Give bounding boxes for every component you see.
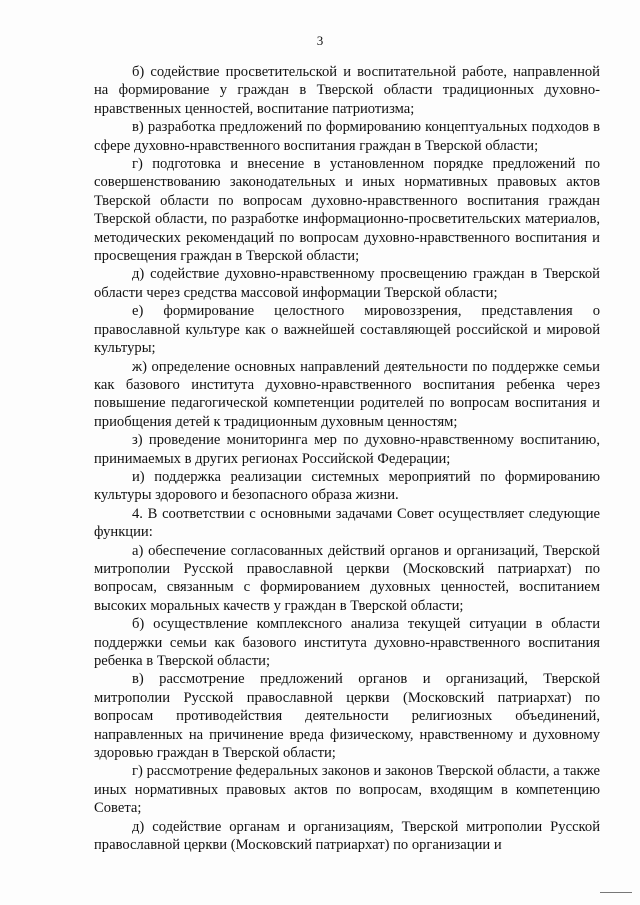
paragraph-zh: ж) определение основных направлений деятельности по поддержке семьи как базового института духовно-нравственного воспитания ребенка через повышение педагогической компетенции родителей по вопросам воспитания и приобщения детей к традиционным духовным ценностям; xyxy=(94,358,600,430)
function-d: д) содействие органам и организациям, Тверской митрополии Русской православной церкви (Московский патриархат) по организации и xyxy=(94,818,600,854)
function-a: а) обеспечение согласованных действий органов и организаций, Тверской митрополии Русской православной церкви (Московский патриархат) по вопросам, связанным с формированием духовных ценностей, воспитанием высоких моральных качеств у граждан в Тверской области; xyxy=(94,542,600,614)
page-number: 3 xyxy=(316,33,324,48)
scan-edge-mark xyxy=(600,892,632,893)
function-g: г) рассмотрение федеральных законов и законов Тверской области, а также иных нормативных правовых актов по вопросам, входящим в компетенцию Совета; xyxy=(94,763,600,817)
function-b: б) осуществление комплексного анализа текущей ситуации в области поддержки семьи как базового института духовно-нравственного воспитания ребенка в Тверской области; xyxy=(94,616,600,669)
paragraph-i: и) поддержка реализации системных мероприятий по формированию культуры здорового и безопасного образа жизни. xyxy=(94,468,600,504)
paragraph-z: з) проведение мониторинга мер по духовно-нравственному воспитанию, принимаемых в других регионах Российской Федерации; xyxy=(94,432,600,467)
section-4-heading: 4. В соответствии с основными задачами Совет осуществляет следующие функции: xyxy=(94,505,600,541)
function-v: в) рассмотрение предложений органов и организаций, Тверской митрополии Русской православной церкви (Московский патриархат) по вопросам противодействия деятельности религиозных объединений, направленных на причинение вреда физическому, нравственному и духовному здоровью граждан в Тверской области; xyxy=(94,671,600,762)
paragraph-v: в) разработка предложений по формированию концептуальных подходов в сфере духовно-нравственного воспитания граждан в Тверской области; xyxy=(94,119,600,154)
paragraph-e: е) формирование целостного мировоззрения, представления о православной культуре как о важнейшей составляющей российской и мировой культуры; xyxy=(94,303,600,357)
paragraph-d: д) содействие духовно-нравственному просвещению граждан в Тверской области через средства массовой информации Тверской области; xyxy=(94,266,600,301)
paragraph-g: г) подготовка и внесение в установленном порядке предложений по совершенствованию законодательных и иных нормативных правовых актов Тверской области по вопросам духовно-нравственного воспитания граждан Тверской области, по разработке информационно-просветительских материалов, методических рекомендаций по вопросам духовно-нравственного воспитания и просвещения граждан в Тверской области; xyxy=(94,156,600,265)
paragraph-b: б) содействие просветительской и воспитательной работе, направленной на формирование у граждан в Тверской области традиционных духовно-нравственных ценностей, воспитание патриотизма; xyxy=(94,64,600,117)
document-body xyxy=(94,63,600,854)
